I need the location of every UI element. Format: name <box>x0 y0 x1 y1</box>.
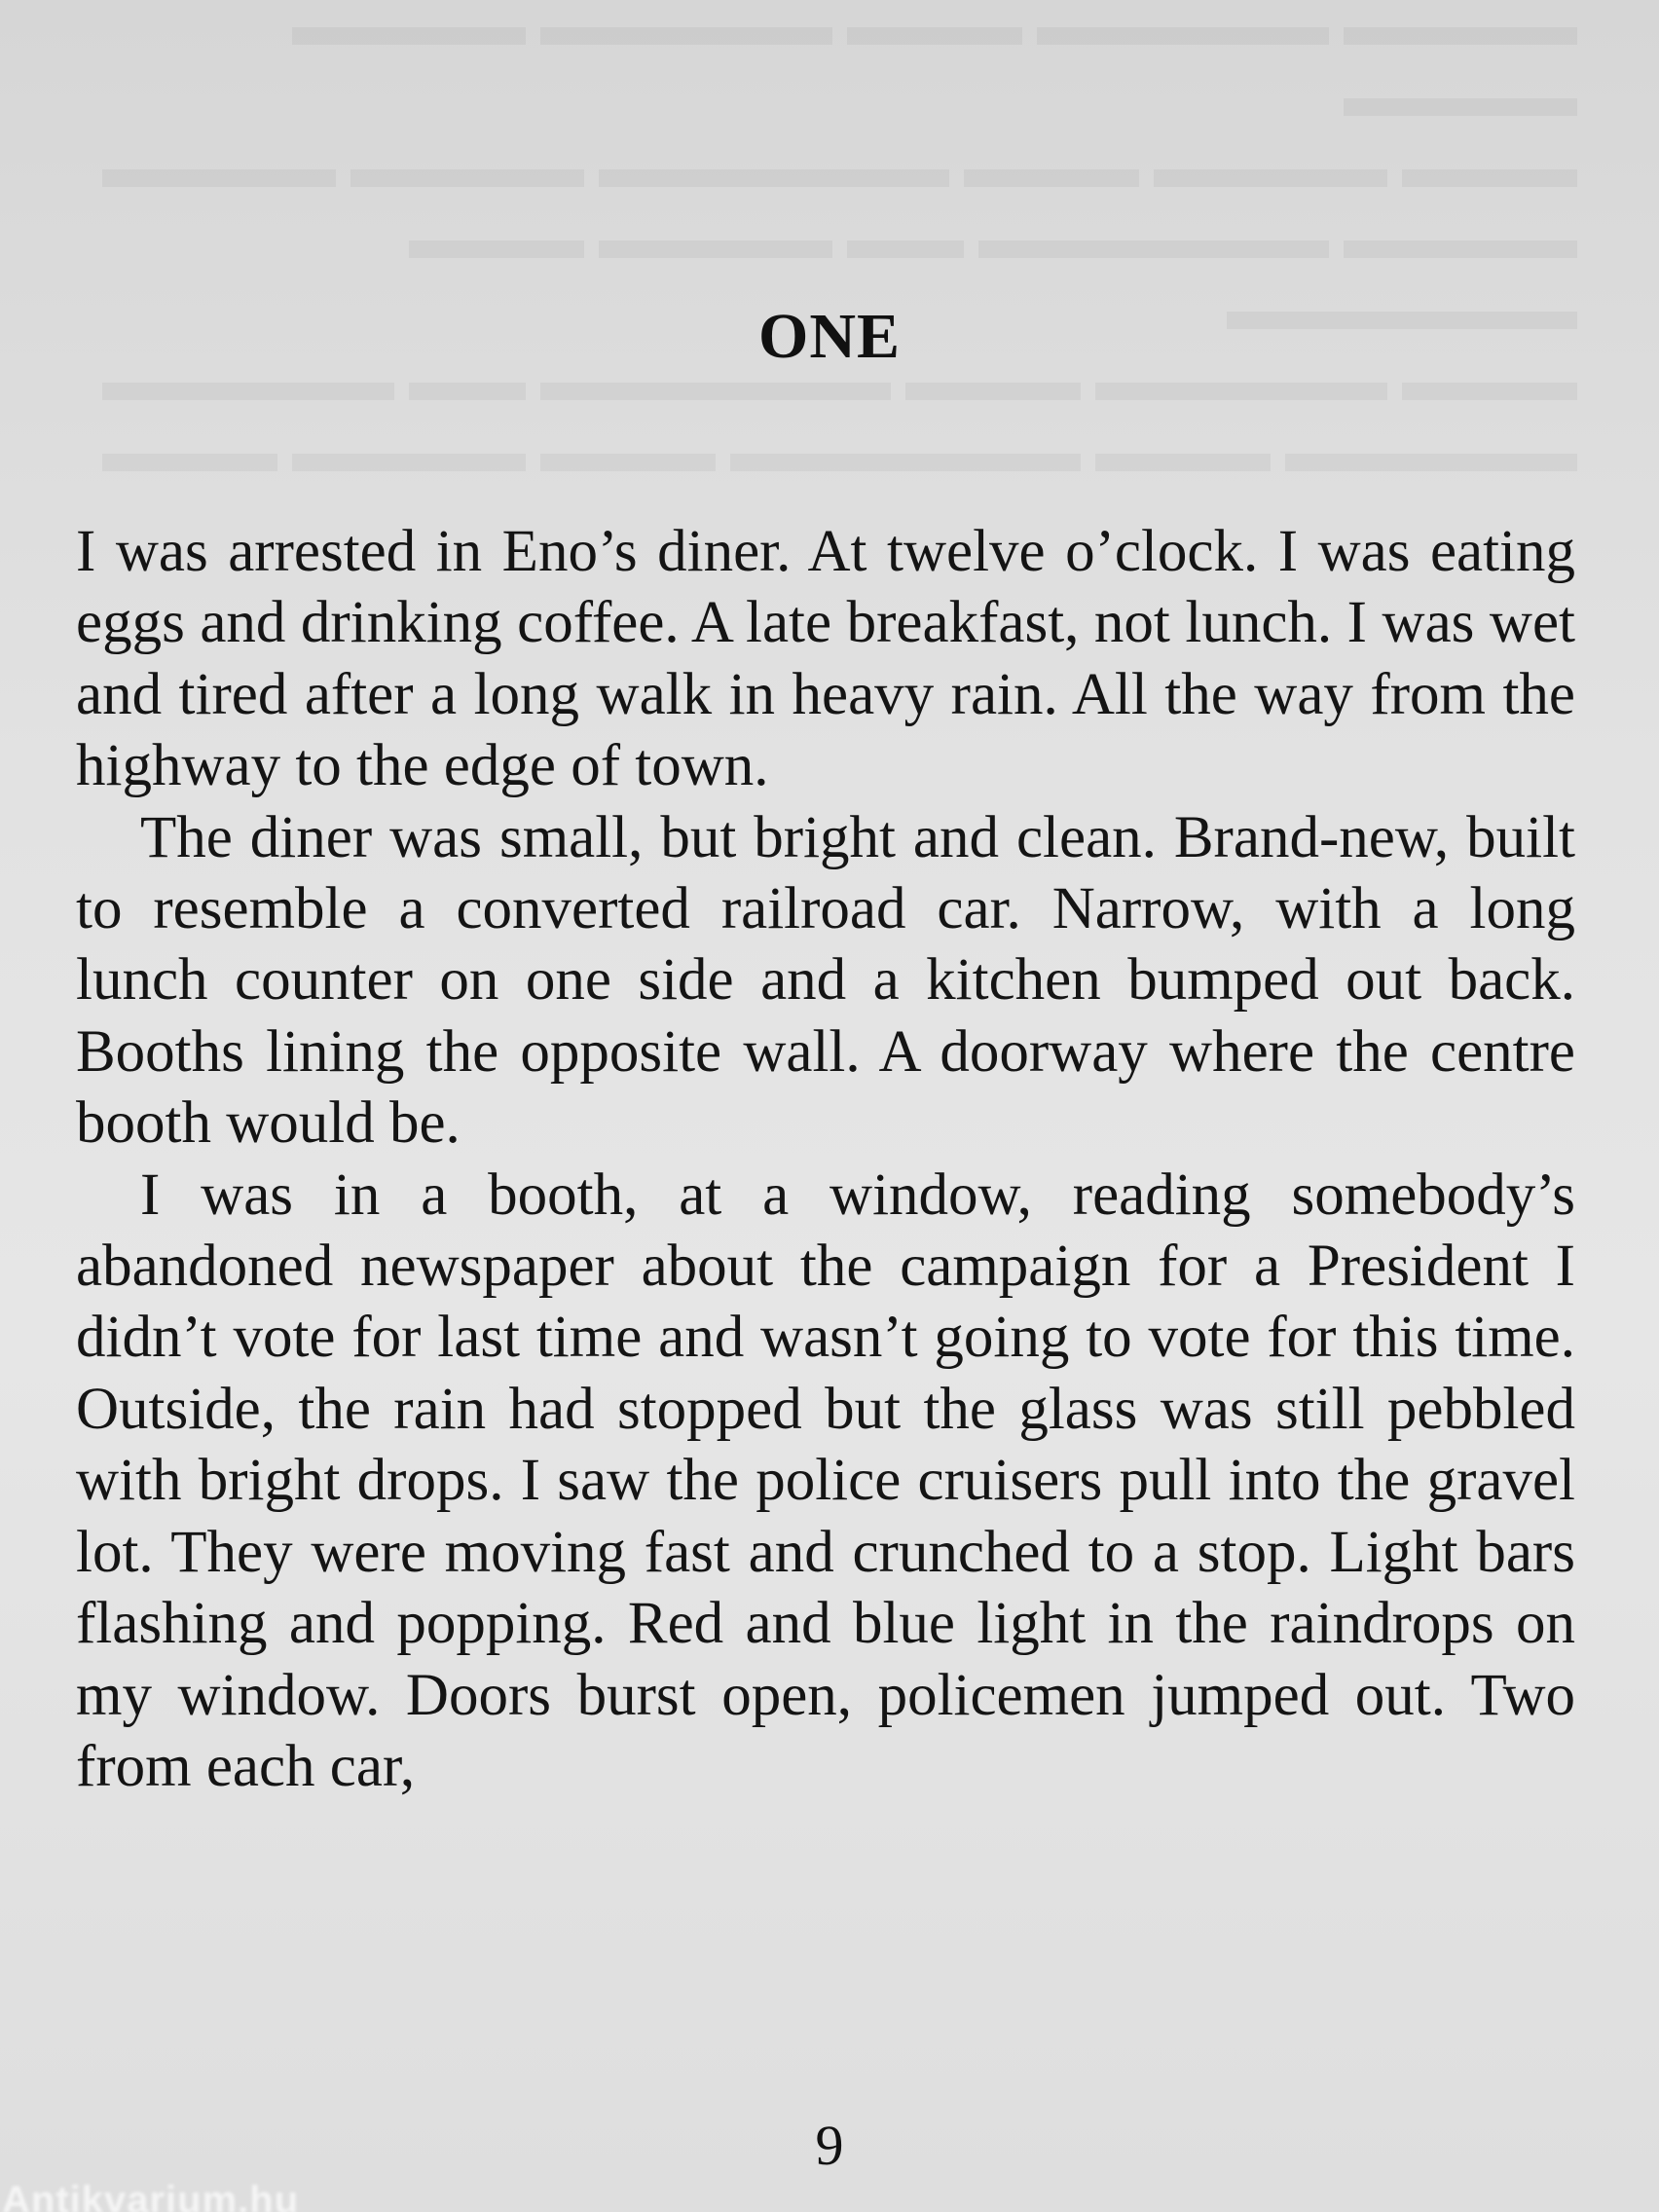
bleed-through-texture <box>78 0 1577 488</box>
paragraph-1: I was arrested in Eno’s diner. At twelve o’clock. I was eating eggs and drinking coffee. A late breakfast, not lunch. I was wet and tired after a long walk in heavy rain. All the way from the highway to the edge of town. <box>76 519 1575 799</box>
paragraph-2: The diner was small, but bright and clean. Brand-new, built to resemble a converted railroad car. Narrow, with a long lunch counter on one side and a kitchen bumped out back. Booths lining the opposite wall. A doorway where the centre booth would be. <box>76 804 1575 1157</box>
chapter-title: ONE <box>757 301 902 372</box>
page-number: 9 <box>815 2114 844 2177</box>
watermark: Antikvarium.hu <box>2 2179 300 2212</box>
paragraph-3: I was in a booth, at a window, reading somebody’s abandoned newspaper about the campaign for a President I didn’t vote for last time and wasn’t going to vote for this time. Outside, the rain had stopped but the glass was still pebbled with bright drops. I saw the police cruisers pull into the gravel lot. They were moving fast and crunched to a stop. Light bars flashing and popping. Red and blue light in the raindrops on my window. Doors burst open, policemen jumped out. Two from each car, <box>76 1161 1575 1799</box>
chapter-body <box>76 516 1575 1802</box>
